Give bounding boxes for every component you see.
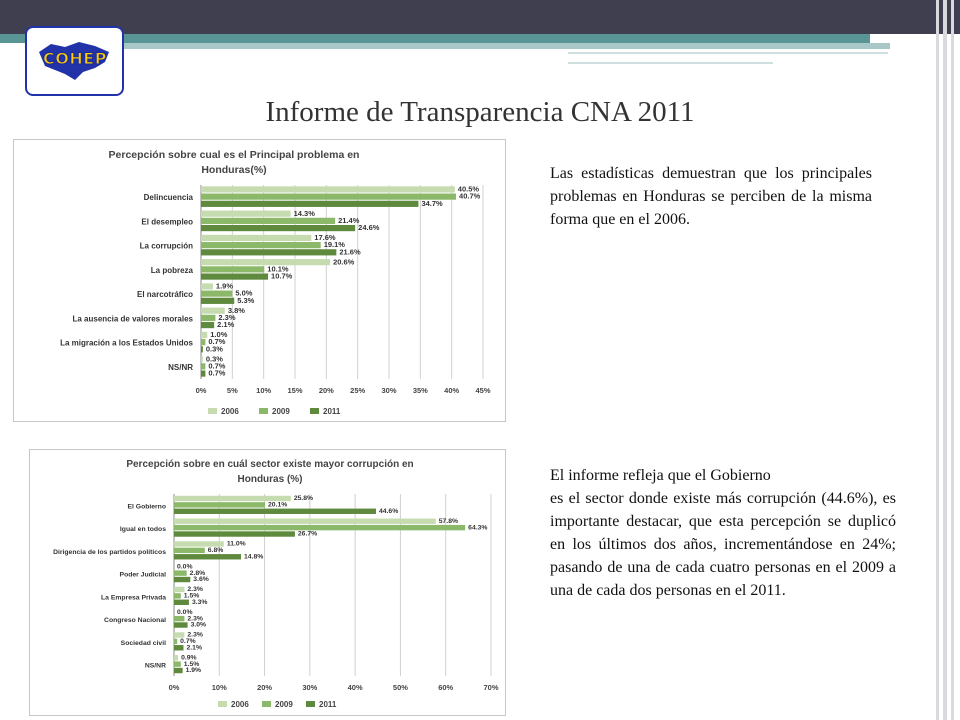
category-label: Igual en todos: [119, 526, 166, 534]
data-label: 2.1%: [186, 644, 203, 652]
bar-2006: [201, 235, 311, 241]
legend-label: 2009: [272, 407, 290, 416]
data-label: 0.3%: [205, 354, 223, 364]
data-label: 2.8%: [189, 569, 206, 577]
slide-title: Informe de Transparencia CNA 2011: [265, 96, 695, 128]
chart-title: Honduras(%): [201, 164, 267, 176]
bar-2011: [174, 531, 295, 536]
bar-2006: [201, 259, 330, 265]
bar-2009: [201, 218, 335, 224]
data-label: 26.7%: [297, 530, 318, 538]
bar-2011: [201, 298, 234, 304]
category-label: Congreso Nacional: [104, 617, 166, 625]
legend-swatch-2006: [218, 701, 227, 707]
bar-2009: [201, 291, 232, 297]
bar-2009: [174, 639, 177, 644]
data-label: 0.3%: [205, 344, 223, 354]
data-label: 5.3%: [237, 295, 255, 305]
bar-2009: [174, 661, 181, 666]
paragraph-report: [550, 464, 896, 602]
x-tick-label: 50%: [392, 683, 408, 692]
data-label: 0.0%: [177, 608, 193, 616]
bar-2011: [201, 249, 336, 255]
bar-2006: [201, 283, 213, 289]
chart-main-problem: [13, 139, 506, 422]
bar-2009: [201, 363, 205, 369]
bar-2011: [174, 509, 376, 514]
bar-2009: [174, 502, 265, 507]
chart-title: Percepción sobre cual es el Principal problema en: [108, 149, 360, 161]
data-label: 1.0%: [210, 330, 228, 340]
data-label: 0.7%: [208, 337, 226, 347]
data-label: 2.3%: [187, 631, 203, 639]
data-label: 10.7%: [271, 271, 293, 281]
data-label: 10.1%: [267, 264, 289, 274]
bar-2011: [174, 622, 188, 627]
x-tick-label: 60%: [438, 683, 454, 692]
divider-line: [568, 52, 888, 54]
category-label: Delincuencia: [143, 193, 193, 203]
bar-2011: [201, 370, 205, 376]
bar-2011: [174, 645, 184, 650]
x-tick-label: 30%: [302, 683, 318, 692]
bar-2011: [174, 554, 241, 559]
legend-swatch-2009: [262, 701, 271, 707]
teal-band: [0, 34, 870, 43]
category-label: NS/NR: [144, 662, 166, 670]
category-label: El Gobierno: [127, 503, 166, 511]
bar-2011: [201, 201, 418, 207]
paragraph-report-line1: El informe refleja que el Gobierno: [550, 467, 771, 484]
bar-2006: [174, 496, 291, 501]
bar-2009: [174, 525, 465, 530]
paragraph-report-body: es el sector donde existe más corrupción (44.6%), es importante destacar, que esta percepción se duplicó en los últimos dos años, incrementándose en 24%; pasando de una de cada cuatro personas en el 2009 a una de cada dos personas en el 2011.: [550, 490, 896, 599]
teal-band-light: [120, 43, 890, 49]
divider-line-short: [568, 62, 773, 64]
bar-2011: [201, 225, 355, 231]
x-tick-label: 40%: [444, 386, 460, 395]
bar-2006: [201, 211, 291, 217]
bar-2009: [174, 593, 181, 598]
bar-2006: [174, 541, 224, 546]
data-label: 2.3%: [218, 312, 236, 322]
data-label: 11.0%: [226, 540, 246, 548]
data-label: 3.3%: [191, 598, 208, 606]
data-label: 40.7%: [459, 191, 481, 201]
x-tick-label: 20%: [257, 683, 273, 692]
bar-2011: [201, 346, 203, 352]
data-label: 2.1%: [217, 320, 235, 330]
legend-swatch-2011: [306, 701, 315, 707]
chart-title: Honduras (%): [237, 474, 303, 485]
data-label: 0.0%: [177, 563, 193, 571]
legend-label: 2011: [323, 407, 341, 416]
data-label: 1.9%: [215, 281, 234, 291]
x-tick-label: 30%: [381, 386, 397, 395]
bar-2009: [174, 570, 187, 575]
data-label: 57.8%: [438, 517, 459, 525]
category-label: La corrupción: [139, 241, 193, 251]
data-label: 64.3%: [468, 524, 488, 532]
legend-label: 2006: [231, 700, 249, 709]
x-tick-label: 70%: [483, 683, 499, 692]
category-label: La Empresa Privada: [101, 594, 166, 602]
bar-2009: [201, 194, 456, 200]
data-label: 34.7%: [421, 198, 443, 208]
data-label: 17.6%: [314, 233, 336, 243]
bar-2006: [201, 186, 455, 192]
cohep-logo: [25, 26, 124, 96]
category-label: La migración a los Estados Unidos: [60, 338, 193, 348]
bar-2011: [174, 600, 189, 605]
x-tick-label: 25%: [350, 386, 366, 395]
category-label: NS/NR: [168, 362, 193, 372]
bar-2011: [201, 273, 268, 279]
x-tick-label: 0%: [195, 386, 207, 395]
data-label: 1.5%: [183, 660, 200, 668]
data-label: 3.0%: [190, 621, 207, 629]
x-tick-label: 35%: [412, 386, 428, 395]
legend-swatch-2011: [310, 408, 319, 414]
chart-title: Percepción sobre en cuál sector existe mayor corrupción en: [126, 459, 414, 470]
top-banner: [0, 0, 960, 34]
bar-2011: [201, 322, 214, 328]
bar-2006: [174, 587, 184, 592]
x-tick-label: 10%: [256, 386, 272, 395]
data-label: 2.3%: [187, 615, 203, 623]
bar-2006: [174, 519, 436, 524]
data-label: 2.3%: [187, 586, 203, 594]
category-label: Dirigencia de los partidos políticos: [53, 548, 166, 556]
bar-2006: [174, 632, 184, 637]
bar-2009: [201, 242, 321, 248]
category-label: El narcotráfico: [136, 290, 193, 300]
bar-2011: [174, 668, 183, 673]
bar-2006: [201, 332, 207, 338]
paragraph-statistics: Las estadísticas demuestran que los principales problemas en Honduras se perciben de la misma forma que en el 2006.: [550, 165, 872, 228]
chart-corruption-sector: [29, 449, 506, 716]
category-label: La pobreza: [150, 265, 193, 275]
category-label: El desempleo: [141, 217, 193, 227]
data-label: 20.1%: [268, 501, 288, 509]
data-label: 6.8%: [207, 547, 224, 555]
x-tick-label: 45%: [475, 386, 491, 395]
data-label: 20.6%: [333, 257, 355, 267]
data-label: 44.6%: [378, 507, 399, 515]
data-label: 24.6%: [358, 223, 380, 233]
x-tick-label: 20%: [318, 386, 334, 395]
data-label: 3.6%: [193, 576, 209, 584]
data-label: 19.1%: [323, 240, 345, 250]
bar-2006: [201, 356, 203, 362]
data-label: 0.9%: [181, 654, 197, 662]
bar-2009: [201, 315, 215, 321]
data-label: 14.8%: [244, 553, 264, 561]
x-tick-label: 10%: [211, 683, 227, 692]
x-tick-label: 0%: [168, 683, 180, 692]
data-label: 0.7%: [208, 361, 226, 371]
legend-swatch-2006: [208, 408, 217, 414]
data-label: 0.7%: [208, 368, 226, 378]
bar-2009: [174, 616, 184, 621]
data-label: 3.8%: [227, 305, 245, 315]
bar-2009: [201, 339, 205, 345]
logo-text: COHEP: [43, 49, 107, 68]
data-label: 40.5%: [457, 184, 480, 194]
legend-label: 2006: [221, 407, 239, 416]
category-label: La ausencia de valores morales: [72, 314, 193, 324]
chart-main-problem-svg: [14, 140, 505, 421]
x-tick-label: 40%: [347, 683, 363, 692]
legend-label: 2011: [319, 700, 337, 709]
data-label: 21.6%: [339, 247, 361, 257]
legend-swatch-2009: [259, 408, 268, 414]
legend-label: 2009: [275, 700, 293, 709]
category-label: Sociedad civil: [120, 639, 166, 647]
bar-2011: [174, 577, 190, 582]
data-label: 25.8%: [293, 495, 314, 503]
data-label: 21.4%: [338, 215, 360, 225]
data-label: 14.3%: [293, 208, 315, 218]
chart-corruption-sector-svg: [30, 450, 505, 715]
data-label: 5.0%: [235, 288, 253, 298]
bar-2006: [174, 655, 178, 660]
data-label: 0.7%: [180, 638, 196, 646]
bar-2009: [174, 548, 205, 553]
bar-2009: [201, 266, 264, 272]
x-tick-label: 5%: [226, 386, 238, 395]
data-label: 1.9%: [185, 667, 202, 675]
category-label: Poder Judicial: [119, 571, 166, 579]
data-label: 1.5%: [183, 592, 200, 600]
x-tick-label: 15%: [287, 386, 303, 395]
